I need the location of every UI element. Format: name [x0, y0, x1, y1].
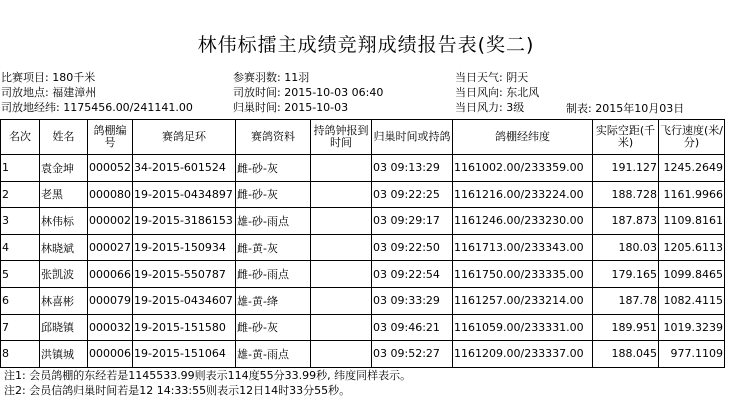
- table-cell: 林喜彬: [40, 287, 88, 314]
- table-row: [1, 234, 725, 261]
- table-cell: 34-2015-601524: [133, 155, 236, 182]
- race-info-right: [455, 70, 539, 115]
- table-cell: 袁金坤: [40, 155, 88, 182]
- col-coordinates: 鸽棚经纬度: [453, 120, 593, 155]
- entry-count: 参赛羽数: 11羽: [233, 71, 310, 84]
- table-cell: 189.951: [593, 314, 659, 341]
- table-cell: 000052: [88, 155, 133, 182]
- table-cell: 03 09:46:21: [372, 314, 453, 341]
- table-cell: 雄-黄-绛: [236, 287, 311, 314]
- col-rank: 名次: [1, 120, 40, 155]
- table-cell: 张凯波: [40, 261, 88, 288]
- table-cell: [311, 341, 372, 368]
- table-cell: 雌-砂-灰: [236, 155, 311, 182]
- footnote: 注2: 会员信鸽归巢时间若是12 14:33:55则表示12日14时33分55秒。: [4, 384, 351, 397]
- table-cell: 雌-黄-灰: [236, 234, 311, 261]
- table-cell: [311, 287, 372, 314]
- col-loft-id: 鸽棚编号: [88, 120, 133, 155]
- col-speed: 飞行速度(米/分): [659, 120, 725, 155]
- table-cell: 000027: [88, 234, 133, 261]
- table-cell: 1: [1, 155, 40, 182]
- weather: 当日天气: 阴天: [455, 71, 529, 84]
- table-cell: 03 09:33:29: [372, 287, 453, 314]
- table-cell: 雌-砂-雨点: [236, 261, 311, 288]
- table-cell: 3: [1, 208, 40, 235]
- table-row: [1, 341, 725, 368]
- table-cell: 1161713.00/233343.00: [453, 234, 593, 261]
- table-cell: 林晓斌: [40, 234, 88, 261]
- wind-direction: 当日风向: 东北风: [455, 86, 540, 99]
- table-row: [1, 181, 725, 208]
- table-cell: 19-2015-0434607: [133, 287, 236, 314]
- table-cell: 1245.2649: [659, 155, 725, 182]
- table-cell: 19-2015-0434897: [133, 181, 236, 208]
- table-cell: 03 09:52:27: [372, 341, 453, 368]
- table-cell: 1099.8465: [659, 261, 725, 288]
- table-cell: 6: [1, 287, 40, 314]
- table-cell: 191.127: [593, 155, 659, 182]
- table-cell: 1161209.00/233337.00: [453, 341, 593, 368]
- table-cell: [311, 208, 372, 235]
- table-row: [1, 208, 725, 235]
- table-cell: 000079: [88, 287, 133, 314]
- table-cell: 5: [1, 261, 40, 288]
- table-cell: 188.045: [593, 341, 659, 368]
- table-cell: 000002: [88, 208, 133, 235]
- table-cell: 03 09:22:50: [372, 234, 453, 261]
- table-cell: [311, 155, 372, 182]
- table-row: [1, 261, 725, 288]
- footnote: 注1: 会员鸽棚的东经若是1145533.99则表示114度55分33.99秒, 纬度同样表示。: [4, 369, 412, 382]
- table-cell: 03 09:29:17: [372, 208, 453, 235]
- table-cell: 03 09:22:54: [372, 261, 453, 288]
- col-distance: 实际空距(千米): [593, 120, 659, 155]
- table-cell: [311, 261, 372, 288]
- report-date: 制表: 2015年10月03日: [566, 102, 685, 115]
- table-row: [1, 314, 725, 341]
- table-cell: 19-2015-151064: [133, 341, 236, 368]
- table-cell: 19-2015-550787: [133, 261, 236, 288]
- table-cell: 1161059.00/233331.00: [453, 314, 593, 341]
- table-cell: 1019.3239: [659, 314, 725, 341]
- table-cell: 雄-黄-雨点: [236, 341, 311, 368]
- table-cell: 7: [1, 314, 40, 341]
- table-cell: 林伟标: [40, 208, 88, 235]
- table-cell: 000066: [88, 261, 133, 288]
- table-cell: 03 09:22:25: [372, 181, 453, 208]
- table-cell: 1161246.00/233230.00: [453, 208, 593, 235]
- table-cell: 977.1109: [659, 341, 725, 368]
- table-cell: 03 09:13:29: [372, 155, 453, 182]
- table-cell: 179.165: [593, 261, 659, 288]
- table-cell: 1161216.00/233224.00: [453, 181, 593, 208]
- col-ring: 赛鸽足环: [133, 120, 236, 155]
- table-cell: 2: [1, 181, 40, 208]
- report-title: 林伟标擂主成绩竞翔成绩报告表(奖二): [197, 34, 535, 56]
- table-cell: [311, 314, 372, 341]
- table-cell: 1161.9966: [659, 181, 725, 208]
- table-row: [1, 155, 725, 182]
- table-cell: 邱晓镇: [40, 314, 88, 341]
- table-cell: 1161002.00/233359.00: [453, 155, 593, 182]
- table-row: [1, 287, 725, 314]
- table-cell: 000032: [88, 314, 133, 341]
- release-location: 司放地点: 福建漳州: [1, 86, 97, 99]
- table-header-row: [1, 120, 725, 155]
- table-cell: 188.728: [593, 181, 659, 208]
- table-cell: 4: [1, 234, 40, 261]
- table-cell: 19-2015-151580: [133, 314, 236, 341]
- col-arrival-time: 归巢时间或持鸽: [372, 120, 453, 155]
- release-coordinates: 司放地经纬: 1175456.00/241141.00: [1, 101, 193, 114]
- race-item: 比赛项目: 180千米: [1, 71, 96, 84]
- table-cell: 1205.6113: [659, 234, 725, 261]
- table-cell: 19-2015-3186153: [133, 208, 236, 235]
- table-cell: 180.03: [593, 234, 659, 261]
- return-date: 归巢时间: 2015-10-03: [233, 101, 349, 114]
- table-cell: 187.873: [593, 208, 659, 235]
- race-info-left: [1, 70, 193, 115]
- results-table: [0, 119, 725, 368]
- col-name: 姓名: [40, 120, 88, 155]
- footnotes: [4, 368, 411, 398]
- table-cell: 雌-砂-灰: [236, 314, 311, 341]
- race-info-mid: [233, 70, 383, 115]
- table-cell: 000080: [88, 181, 133, 208]
- table-cell: 1109.8161: [659, 208, 725, 235]
- table-cell: 000006: [88, 341, 133, 368]
- table-cell: 雄-砂-雨点: [236, 208, 311, 235]
- release-time: 司放时间: 2015-10-03 06:40: [233, 86, 384, 99]
- table-cell: 1161257.00/233214.00: [453, 287, 593, 314]
- table-cell: [311, 181, 372, 208]
- table-cell: 187.78: [593, 287, 659, 314]
- col-bird-info: 赛鸽资料: [236, 120, 311, 155]
- table-cell: 8: [1, 341, 40, 368]
- table-cell: 19-2015-150934: [133, 234, 236, 261]
- table-cell: 1161750.00/233335.00: [453, 261, 593, 288]
- table-cell: 1082.4115: [659, 287, 725, 314]
- table-cell: [311, 234, 372, 261]
- table-cell: 洪镇城: [40, 341, 88, 368]
- table-cell: 雌-砂-灰: [236, 181, 311, 208]
- col-clock-time: 持鸽钟报到时间: [311, 120, 372, 155]
- table-cell: 老黑: [40, 181, 88, 208]
- wind-force: 当日风力: 3级: [455, 101, 525, 114]
